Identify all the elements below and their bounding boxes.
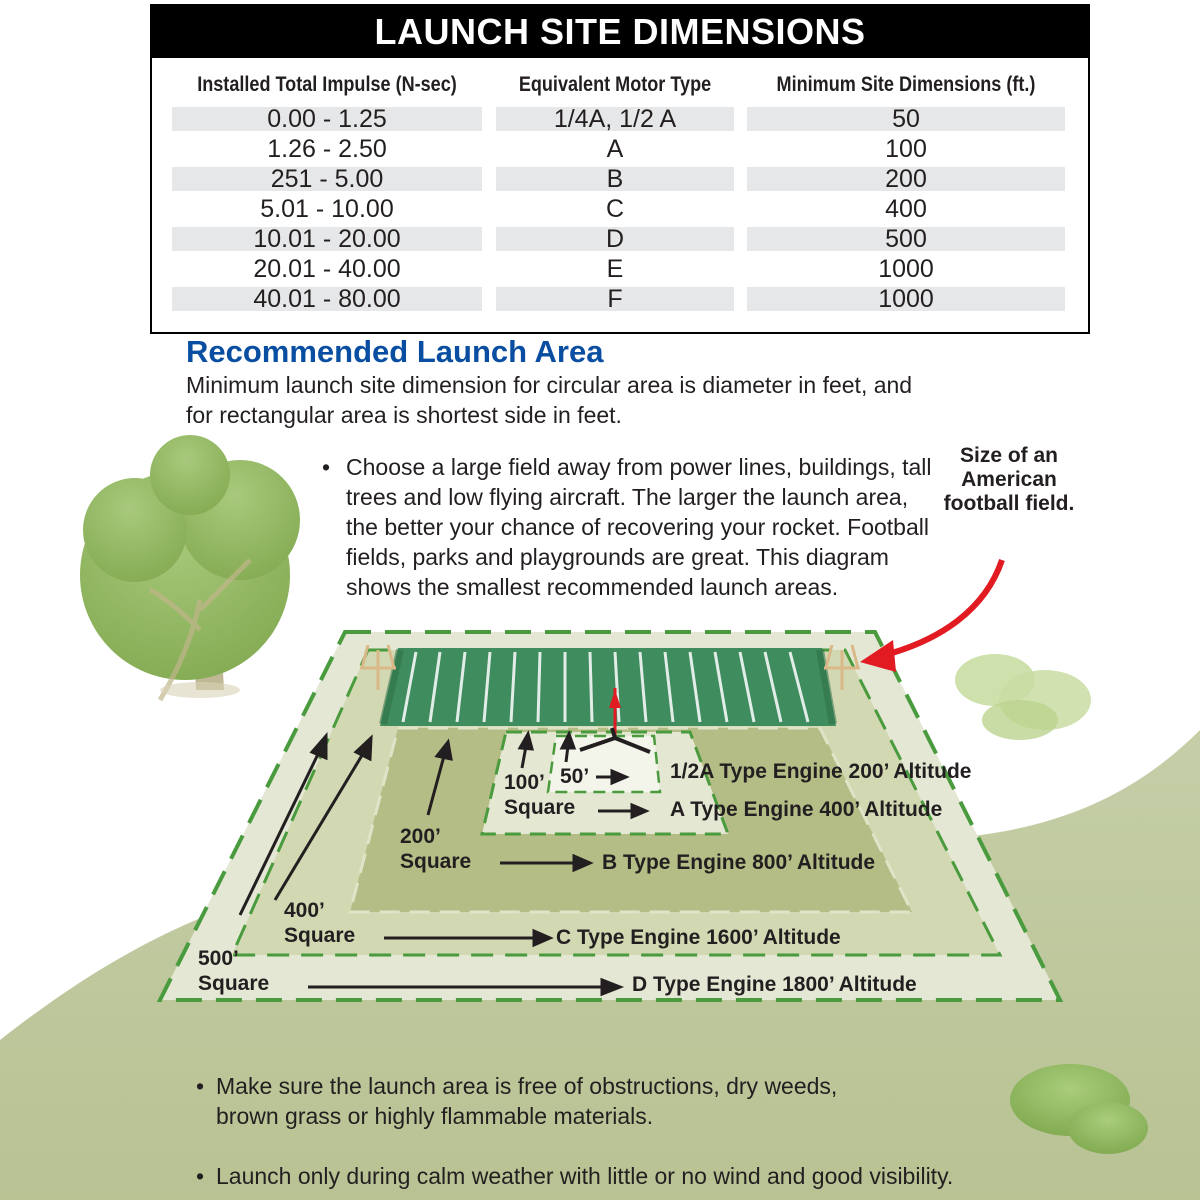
square-100-label [504, 770, 575, 820]
impulse-cell: 20.01 - 40.00 [253, 255, 401, 283]
impulse-cell: 10.01 - 20.00 [172, 227, 482, 251]
square-50-size: 50’ [560, 765, 590, 788]
motor-type-cell: E [606, 255, 624, 283]
bullet-dot: • [196, 1073, 205, 1099]
column-header-motor-type: Equivalent Motor Type [518, 73, 712, 96]
tree-left [80, 435, 300, 700]
table-row [152, 107, 1088, 135]
impulse-cell: 251 - 5.00 [172, 167, 482, 191]
square-size: 100’ [504, 771, 545, 794]
square-size: 400’ [284, 899, 325, 922]
site-dimension-cell: 1000 [878, 255, 934, 283]
bullet-text: Launch only during calm weather with little or no wind and good visibility. [216, 1163, 954, 1189]
bullet-text: Make sure the launch area is free of obstructions, dry weeds, brown grass or highly flammable materials. [216, 1073, 838, 1129]
table-row [152, 137, 1088, 165]
square-400-label [284, 898, 355, 948]
table-row [152, 167, 1088, 195]
site-dimension-cell: 50 [747, 107, 1065, 131]
square-word: Square [198, 972, 270, 995]
square-word: Square [284, 924, 356, 947]
site-dimension-cell: 1000 [747, 287, 1065, 311]
motor-type-cell: F [496, 287, 734, 311]
square-500-label [198, 946, 269, 996]
engine-label-c: C Type Engine 1600’ Altitude [556, 926, 841, 949]
motor-type-cell: B [496, 167, 734, 191]
motor-type-cell: 1/4A, 1/2 A [496, 107, 734, 131]
engine-label-half-a: 1/2A Type Engine 200’ Altitude [670, 760, 972, 783]
site-dimension-cell: 400 [885, 195, 927, 223]
square-word: Square [400, 850, 472, 873]
impulse-cell: 5.01 - 10.00 [260, 195, 394, 223]
column-header-site-dimensions: Minimum Site Dimensions (ft.) [776, 73, 1036, 96]
intro-paragraph: Minimum launch site dimension for circular area is diameter in feet, and for rectangular area is shortest side in feet. [186, 372, 913, 428]
bullet-dot: • [196, 1163, 205, 1189]
engine-label-b: B Type Engine 800’ Altitude [602, 851, 876, 874]
square-200-label [400, 824, 471, 874]
impulse-cell: 0.00 - 1.25 [172, 107, 482, 131]
site-dimension-cell: 500 [747, 227, 1065, 251]
bullet-obstructions [196, 1071, 896, 1141]
site-dimension-cell: 100 [885, 135, 927, 163]
table-row [152, 227, 1088, 255]
table-title: LAUNCH SITE DIMENSIONS [152, 6, 1088, 58]
bullet-dot: • [322, 454, 331, 480]
launch-site-table [150, 4, 1090, 334]
impulse-cell: 1.26 - 2.50 [267, 135, 387, 163]
bush-right-upper [955, 654, 1091, 740]
square-word: Square [504, 796, 576, 819]
square-size: 500’ [198, 947, 239, 970]
football-field [380, 648, 836, 726]
column-header-impulse: Installed Total Impulse (N-sec) [197, 73, 457, 96]
section-heading: Recommended Launch Area [186, 334, 604, 369]
football-field-caption: Size of an American football field. [943, 444, 1075, 515]
motor-type-cell: D [496, 227, 734, 251]
motor-type-cell: C [605, 195, 625, 223]
table-row [152, 197, 1088, 225]
table-row [152, 257, 1088, 285]
engine-label-d: D Type Engine 1800’ Altitude [632, 973, 917, 996]
bullet-text: Choose a large field away from power lines, buildings, tall trees and low flying aircraft. The larger the launch area, the better your chance of recovering your rocket. Football fields, parks and playgrounds are great. This diagram shows the smallest recommended launch areas. [346, 454, 932, 600]
table-row [152, 287, 1088, 315]
motor-type-cell: A [606, 135, 624, 163]
square-size: 200’ [400, 825, 441, 848]
bullet-weather [196, 1161, 1096, 1191]
site-dimension-cell: 200 [747, 167, 1065, 191]
impulse-cell: 40.01 - 80.00 [172, 287, 482, 311]
engine-label-a: A Type Engine 400’ Altitude [670, 798, 943, 821]
